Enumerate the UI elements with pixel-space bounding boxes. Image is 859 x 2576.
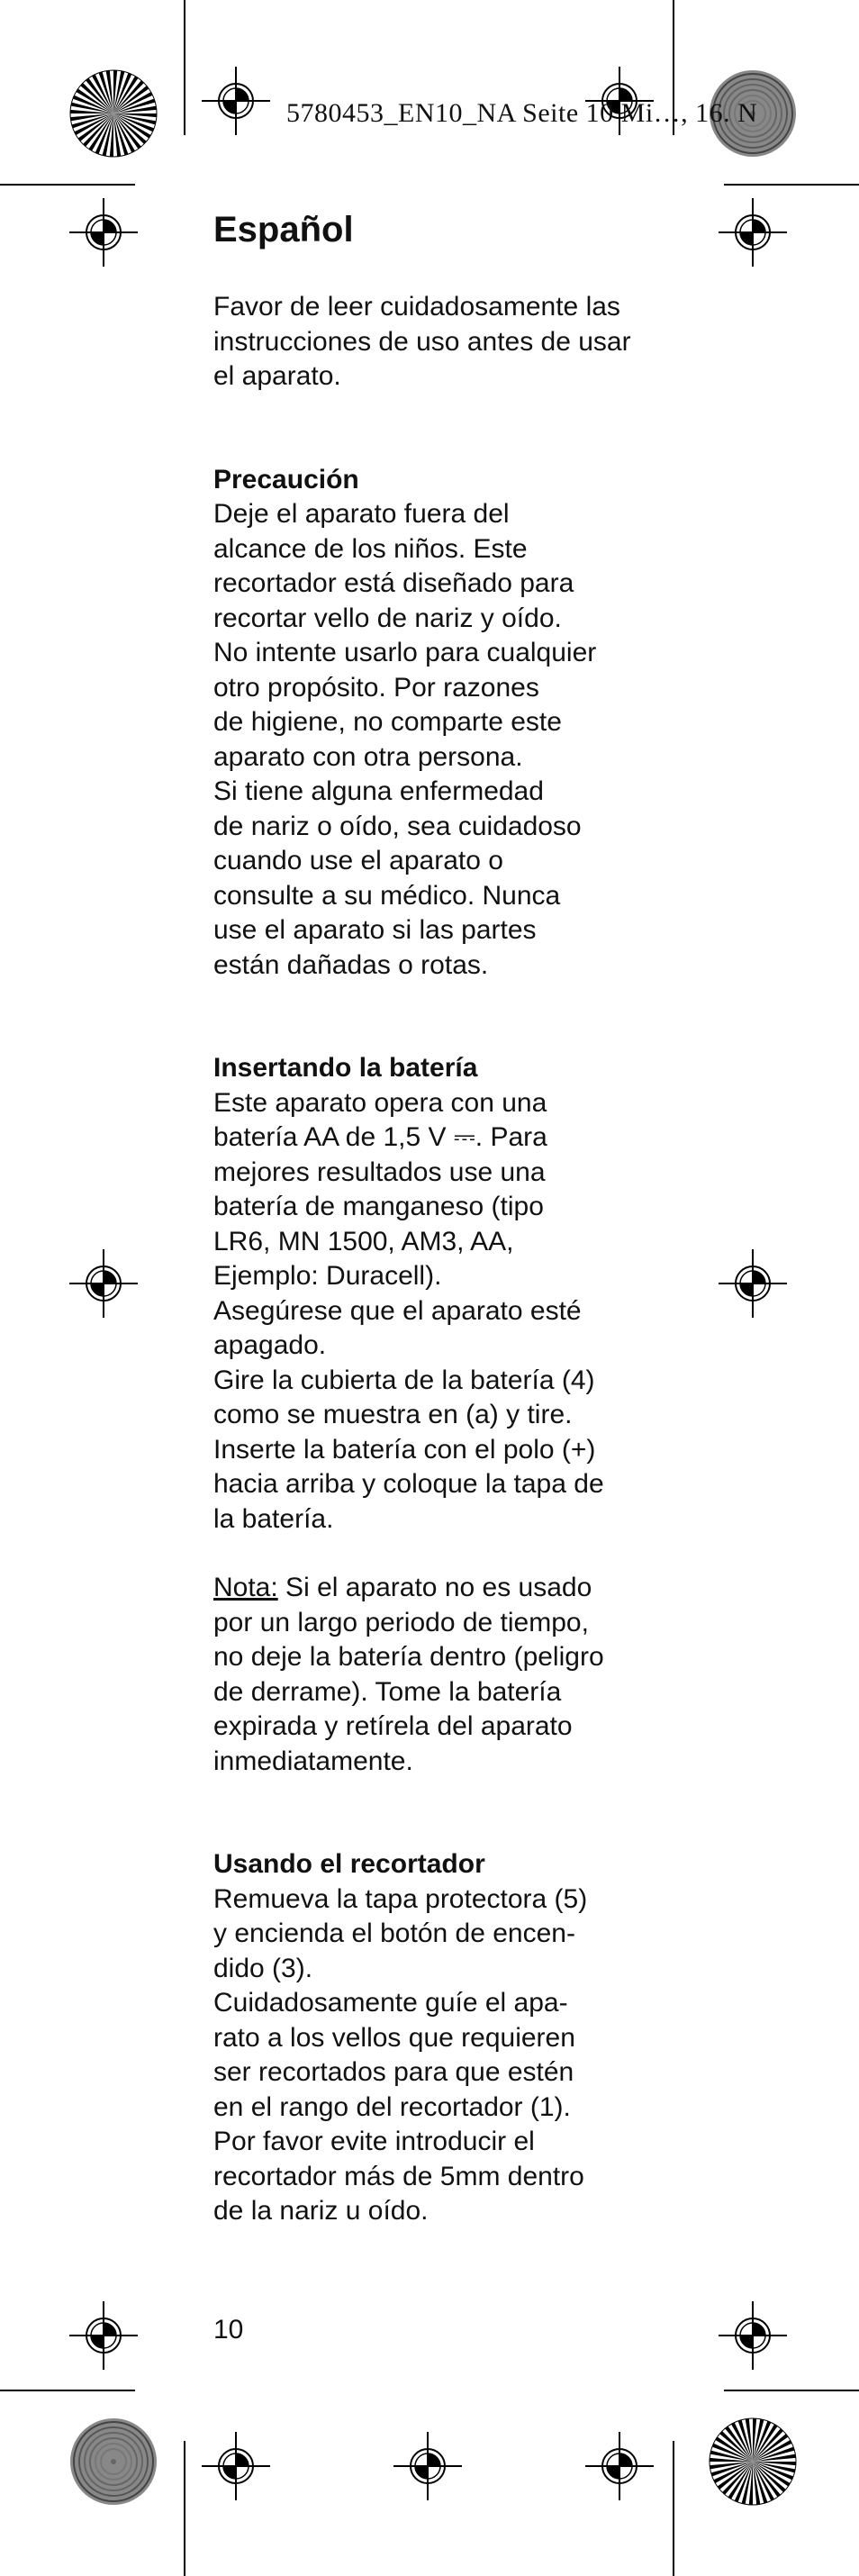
- intro-paragraph: Favor de leer cuidadosamente las instrucciones de uso antes de usar el aparato.: [213, 292, 631, 391]
- caution-text: Deje el aparato fuera del alcance de los niños. Este recortador está diseñado para recortar vello de nariz y oído. No intente usarlo para cualquier otro propósito. Por razones de higiene, no comparte este aparato con otra persona. Si tiene alguna enfermedad de nariz o oído, sea cuidadoso cuando use el aparato o consulte a su médico. Nunca use el aparato si las partes están dañadas o rotas.: [213, 499, 597, 980]
- note-text: Si el aparato no es usado por un largo periodo de tiempo, no deje la batería dentro (peligro de derrame). Tome la batería expirada y retírela del aparato inmediatamente.: [213, 1573, 604, 1776]
- note-label: Nota:: [213, 1573, 278, 1602]
- slug-line: 5780453_EN10_NA Seite 10 Mi…, 16. N: [286, 98, 758, 128]
- usage-text: Remueva la tapa protectora (5) y encienda el botón de encen- dido (3). Cuidadosamente guíe el apa- rato a los vellos que requieren ser recortados para que estén en el rango del recortador (1). Por favor evite introducir el recortador más de 5mm dentro de la nariz u oído.: [213, 1883, 588, 2226]
- usage-section: [213, 1847, 646, 2229]
- battery-text: Este aparato opera con una batería AA de 1,5 V ⎓. Para mejores resultados use una batería de manganeso (tipo LR6, MN 1500, AM3, AA, Ejemplo: Duracell). Asegúrese que el aparato esté apagado. Gire la cubierta de la batería (4) como se muestra en (a) y tire. Inserte la batería con el polo (+) hacia arriba y coloque la tapa de la batería.: [213, 1087, 604, 1534]
- caution-section: [213, 463, 646, 984]
- usage-heading: Usando el recortador: [213, 1849, 485, 1879]
- battery-note: [213, 1571, 646, 1779]
- language-heading: Español: [213, 210, 354, 249]
- caution-heading: Precaución: [213, 464, 359, 494]
- manual-page-content: [213, 209, 646, 2298]
- page-number: 10: [213, 2315, 244, 2345]
- battery-section: [213, 1051, 646, 1779]
- battery-heading: Insertando la batería: [213, 1053, 478, 1083]
